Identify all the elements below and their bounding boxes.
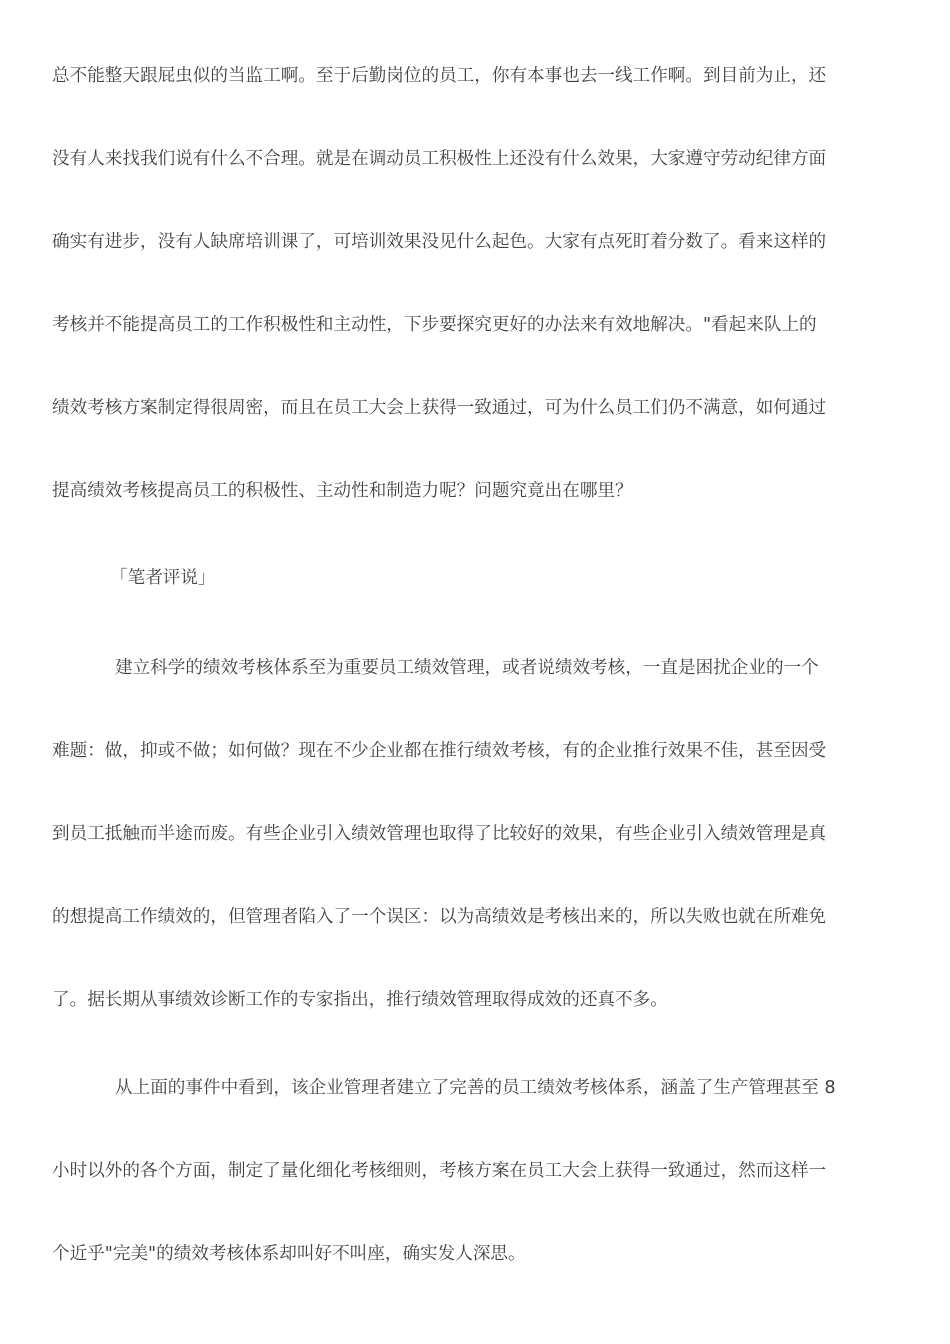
section-heading: 「笔者评说」: [110, 568, 216, 588]
commentary-text-line: 建立科学的绩效考核体系至为重要员工绩效管理，或者说绩效考核，一直是困扰企业的一个: [115, 658, 819, 678]
conclusion-text-line: 从上面的事件中看到，该企业管理者建立了完善的员工绩效考核体系，涵盖了生产管理甚至 8: [115, 1078, 836, 1098]
body-text-line: 绩效考核方案制定得很周密，而且在员工大会上获得一致通过，可为什么员工们仍不满意，如何通过: [52, 398, 827, 418]
commentary-text-line: 难题：做，抑或不做；如何做？现在不少企业都在推行绩效考核，有的企业推行效果不佳，甚至因受: [52, 741, 827, 761]
body-text-line: 总不能整天跟屁虫似的当监工啊。至于后勤岗位的员工，你有本事也去一线工作啊。到目前为止，还: [52, 66, 827, 86]
conclusion-text-line: 小时以外的各个方面，制定了量化细化考核细则，考核方案在员工大会上获得一致通过，然而这样一: [52, 1161, 827, 1181]
body-text-line: 没有人来找我们说有什么不合理。就是在调动员工积极性上还没有什么效果，大家遵守劳动纪律方面: [52, 149, 827, 169]
body-text-line: 考核并不能提高员工的工作积极性和主动性，下步要探究更好的办法来有效地解决。"看起来队上的: [52, 315, 817, 335]
body-text-line: 提高绩效考核提高员工的积极性、主动性和制造力呢？问题究竟出在哪里？: [52, 481, 633, 501]
commentary-text-line: 到员工抵触而半途而废。有些企业引入绩效管理也取得了比较好的效果，有些企业引入绩效管理是真: [52, 824, 827, 844]
body-text-line: 确实有进步，没有人缺席培训课了，可培训效果没见什么起色。大家有点死盯着分数了。看来这样的: [52, 232, 827, 252]
conclusion-text-line: 个近乎"完美"的绩效考核体系却叫好不叫座，确实发人深思。: [52, 1244, 526, 1264]
commentary-text-line: 的想提高工作绩效的，但管理者陷入了一个误区：以为高绩效是考核出来的，所以失败也就在所难免: [52, 907, 827, 927]
commentary-text-line: 了。据长期从事绩效诊断工作的专家指出，推行绩效管理取得成效的还真不多。: [52, 990, 668, 1010]
